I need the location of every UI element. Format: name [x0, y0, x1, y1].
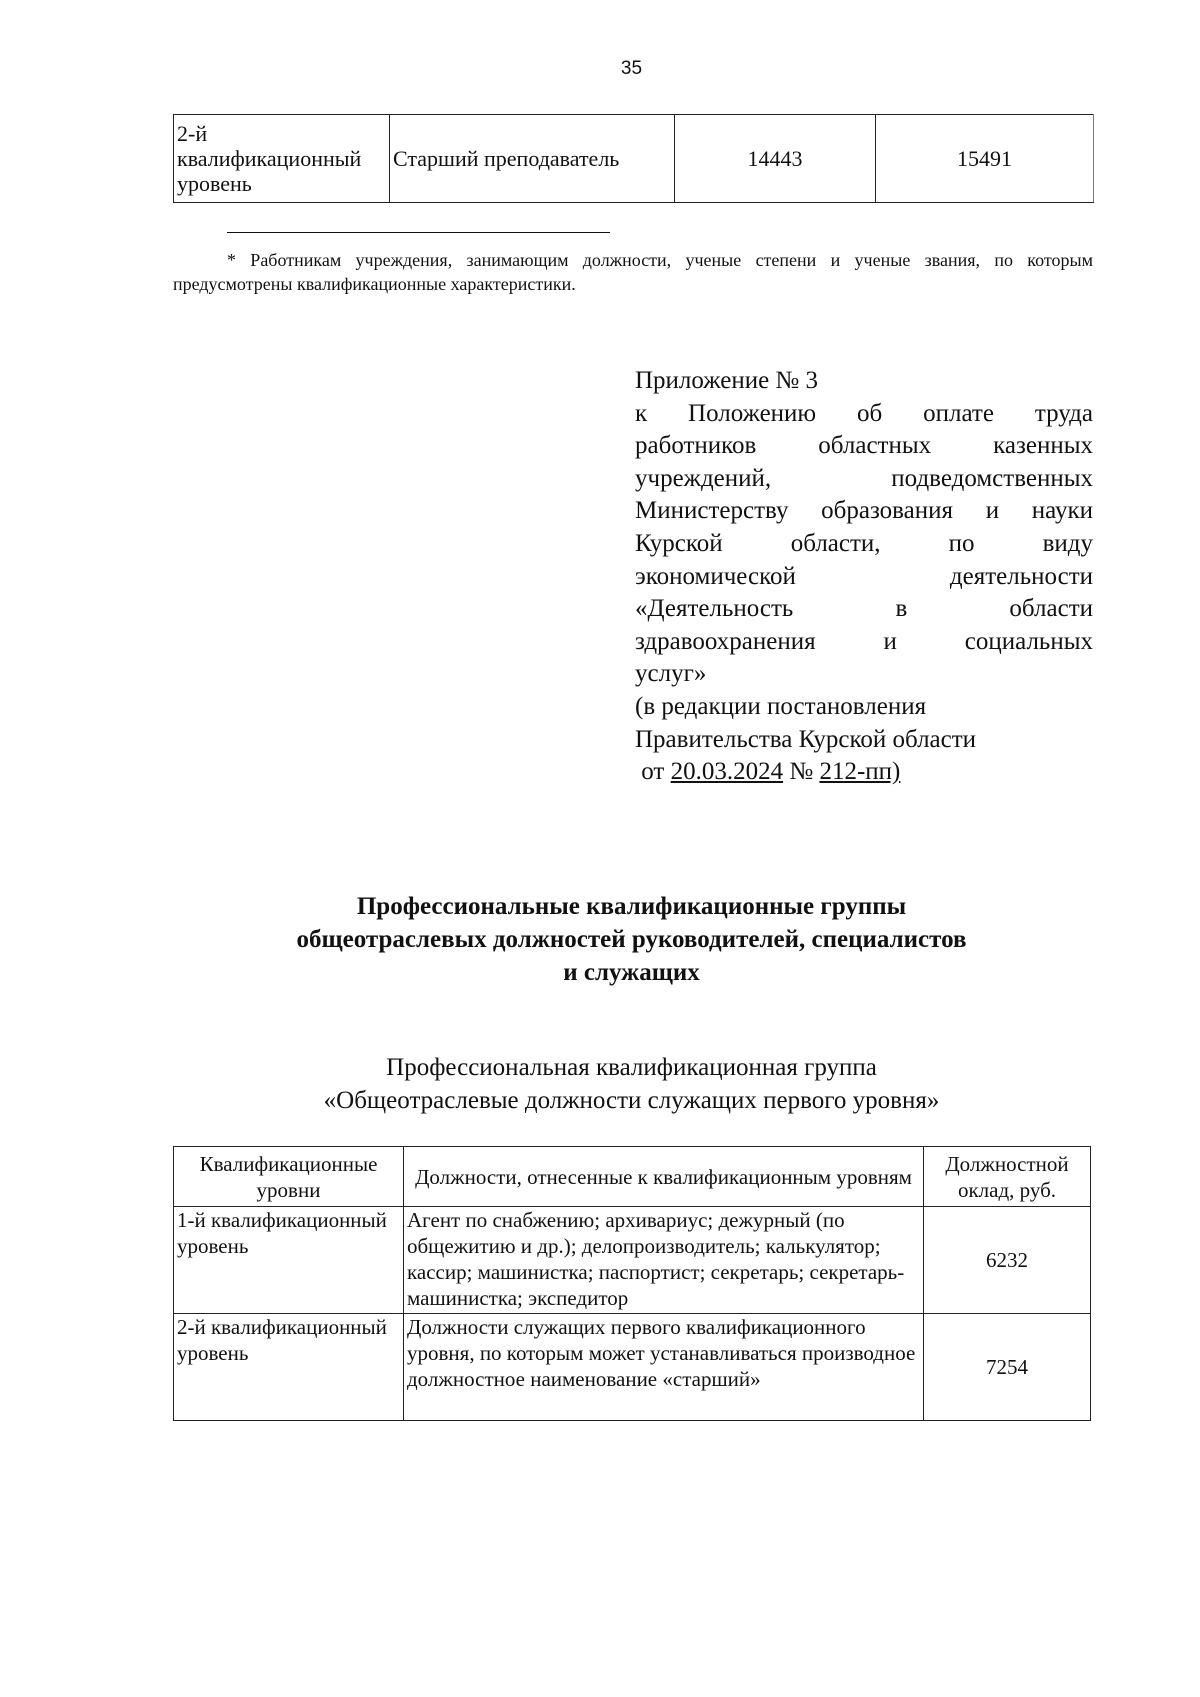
subheading-line: Профессиональная квалификационная группа	[386, 1054, 877, 1081]
positions-cell: Агент по снабжению; архивариус; дежурный (по общежитию и др.); делопроизводитель; калькулятор; кассир; машинистка; паспортист; секретарь; секретарь-машинистка; экспедитор	[404, 1207, 924, 1314]
header-positions: Должности, отнесенные к квалификационным уровням	[404, 1147, 924, 1207]
table-header-row	[174, 1147, 1091, 1207]
appendix-line: Министерству образования и науки	[635, 497, 1093, 525]
header-salary: Должностной оклад, руб.	[924, 1147, 1091, 1207]
group-heading	[200, 1051, 1063, 1117]
section-heading	[200, 890, 1063, 989]
value-cell: 15491	[876, 115, 1094, 203]
value-cell: 14443	[675, 115, 876, 203]
amendment-line: (в редакции постановления	[635, 692, 927, 720]
appendix-line: услуг»	[635, 660, 707, 688]
amendment-date-link[interactable]: 20.03.2024	[670, 758, 784, 786]
subheading-line: «Общеотраслевые должности служащих первого уровня»	[323, 1087, 940, 1114]
salary-cell: 6232	[924, 1207, 1091, 1314]
appendix-line: здравоохранения и социальных	[635, 627, 1093, 655]
header-level: Квалификационные уровни	[174, 1147, 404, 1207]
page-number: 35	[620, 58, 643, 79]
appendix-block	[635, 365, 1093, 789]
table-row	[174, 1207, 1091, 1314]
table-row	[174, 115, 1094, 203]
appendix-line: экономической деятельности	[635, 562, 1093, 590]
heading-line: Профессиональные квалификационные группы	[356, 893, 907, 920]
amendment-number-link[interactable]: 212-пп)	[819, 758, 901, 786]
salary-cell: 7254	[924, 1314, 1091, 1421]
appendix-line: Курской области, по виду	[635, 529, 1093, 557]
appendix-title: Приложение № 3	[635, 367, 819, 394]
continued-table	[173, 114, 1094, 203]
level-cell: 2-й квалификационный уровень	[174, 115, 390, 203]
amendment-from: от	[641, 758, 671, 786]
heading-line: общеотраслевых должностей руководителей, специалистов	[296, 926, 967, 953]
footnote: * Работникам учреждения, занимающим должности, ученые степени и ученые звания, по которым предусмотрены квалификационные характеристики.	[173, 250, 1093, 294]
footnote-separator	[227, 232, 610, 233]
amendment-reference	[635, 756, 1093, 789]
position-cell: Старший преподаватель	[390, 115, 675, 203]
appendix-line: учреждений, подведомственных	[635, 464, 1093, 492]
level-cell: 1-й квалификационный уровень	[174, 1207, 404, 1314]
heading-line: и служащих	[563, 959, 700, 986]
appendix-line: к Положению об оплате труда	[635, 399, 1093, 427]
amendment-no: №	[783, 758, 820, 786]
amendment-line: Правительства Курской области	[635, 725, 977, 753]
qualification-table	[173, 1146, 1091, 1421]
level-cell: 2-й квалификационный уровень	[174, 1314, 404, 1421]
table-row	[174, 1314, 1091, 1421]
appendix-line: работников областных казенных	[635, 432, 1093, 460]
appendix-line: «Деятельность в области	[635, 595, 1093, 623]
positions-cell: Должности служащих первого квалификационного уровня, по которым может устанавливаться производное должностное наименование «старший»	[404, 1314, 924, 1421]
